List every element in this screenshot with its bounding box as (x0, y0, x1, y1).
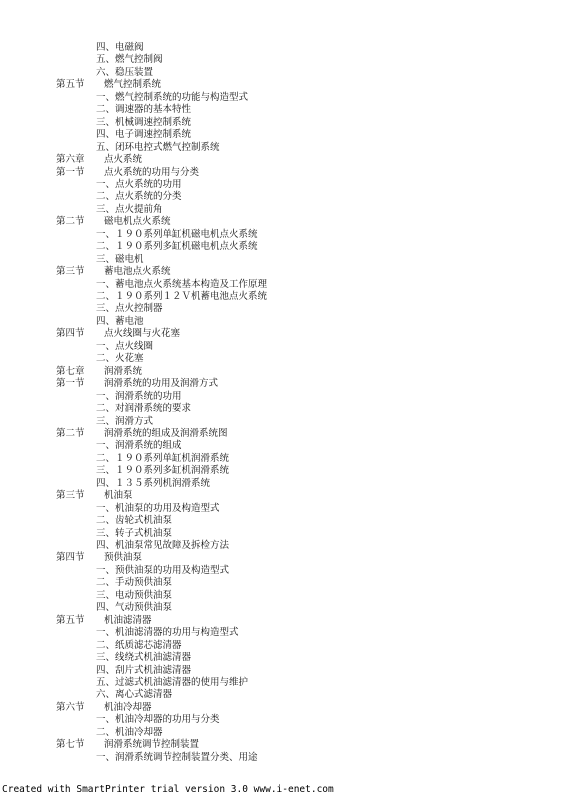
toc-title: 六、稳压装置 (96, 66, 154, 78)
toc-section-label: 第四节 (56, 552, 85, 564)
toc-entry (0, 291, 566, 303)
toc-entry (0, 503, 566, 515)
toc-title: 五、闭环电控式燃气控制系统 (96, 141, 220, 153)
toc-entry (0, 714, 566, 726)
toc-title: 五、燃气控制阀 (96, 54, 163, 66)
toc-title: 二、１９０系列多缸机磁电机点火系统 (96, 241, 258, 253)
toc-title: 二、１９０系列１２Ｖ机蓄电池点火系统 (96, 291, 268, 302)
toc-entry (0, 465, 566, 477)
toc-title: 一、蓄电池点火系统基本构造及工作原理 (96, 278, 268, 290)
toc-section-label: 第三节 (56, 490, 85, 502)
toc-title: 三、转子式机油泵 (96, 527, 173, 539)
toc-heading (0, 739, 566, 751)
toc-title: 四、气动预供油泵 (96, 602, 173, 614)
toc-title: 三、电动预供油泵 (96, 589, 173, 601)
toc-entry (0, 528, 566, 540)
toc-heading (0, 378, 566, 390)
toc-entry (0, 142, 566, 154)
toc-entry (0, 640, 566, 652)
toc-entry (0, 416, 566, 428)
toc-entry (0, 279, 566, 291)
toc-title: 二、调速器的基本特性 (96, 104, 192, 116)
toc-title: 三、１９０系列多缸机润滑系统 (96, 465, 230, 477)
toc-entry (0, 565, 566, 577)
toc-title: 磁电机点火系统 (104, 216, 171, 228)
toc-entry (0, 42, 566, 54)
toc-entry (0, 92, 566, 104)
toc-section-label: 第二节 (56, 216, 85, 228)
toc-section-label: 第六节 (56, 701, 85, 713)
toc-entry (0, 752, 566, 764)
toc-entry (0, 627, 566, 639)
toc-entry (0, 204, 566, 216)
toc-heading (0, 366, 566, 378)
toc-title: 二、齿轮式机油泵 (96, 515, 173, 527)
toc-title: 一、燃气控制系统的功能与构造型式 (96, 91, 249, 103)
toc-title: 一、机油泵的功用及构造型式 (96, 502, 220, 514)
toc-title: 润滑系统的组成及润滑系统图 (104, 427, 228, 439)
toc-title: 一、润滑系统的组成 (96, 440, 182, 452)
toc-entry (0, 54, 566, 66)
toc-entry (0, 254, 566, 266)
toc-entry (0, 303, 566, 315)
toc-entry (0, 677, 566, 689)
toc-entry (0, 129, 566, 141)
toc-title: 四、１３５系列机润滑系统 (96, 477, 211, 489)
toc-title: 二、纸质滤芯滤清器 (96, 639, 182, 651)
toc-title: 三、润滑方式 (96, 415, 154, 427)
toc-heading (0, 266, 566, 278)
watermark-footer: Created with SmartPrinter trial version 3.0 www.i-enet.com (2, 784, 334, 795)
toc-entry (0, 316, 566, 328)
toc-heading (0, 167, 566, 179)
toc-section-label: 第四节 (56, 328, 85, 340)
toc-entry (0, 353, 566, 365)
toc-title: 三、点火提前角 (96, 203, 163, 215)
toc-title: 一、润滑系统调节控制装置分类、用途 (96, 751, 258, 763)
toc-title: 四、蓄电池 (96, 315, 144, 327)
toc-title: 二、对润滑系统的要求 (96, 403, 192, 415)
toc-title: 一、点火线圈 (96, 340, 154, 352)
toc-title: 机油泵 (104, 490, 133, 502)
toc-heading (0, 490, 566, 502)
toc-section-label: 第一节 (56, 378, 85, 390)
toc-title: 三、点火控制器 (96, 303, 163, 315)
toc-title: 六、离心式滤清器 (96, 689, 173, 701)
toc-entry (0, 689, 566, 701)
toc-section-label: 第三节 (56, 266, 85, 278)
toc-entry (0, 602, 566, 614)
toc-entry (0, 590, 566, 602)
toc-title: 三、线绕式机油滤清器 (96, 652, 192, 664)
toc-section-label: 第二节 (56, 427, 85, 439)
toc-heading (0, 428, 566, 440)
toc-heading (0, 328, 566, 340)
toc-entry (0, 727, 566, 739)
toc-title: 一、预供油泵的功用及构造型式 (96, 564, 230, 576)
toc-entry (0, 440, 566, 452)
toc-title: 燃气控制系统 (104, 79, 162, 91)
toc-title: 机油滤清器 (104, 614, 152, 626)
toc-title: 一、机油滤清器的功用与构造型式 (96, 627, 239, 639)
toc-title: 四、电子调速控制系统 (96, 129, 192, 141)
toc-section-label: 第六章 (56, 154, 85, 166)
toc-title: 二、１９０系列单缸机润滑系统 (96, 452, 230, 464)
toc-heading (0, 216, 566, 228)
toc-title: 四、电磁阀 (96, 42, 144, 53)
toc-heading (0, 79, 566, 91)
toc-title: 五、过滤式机油滤清器的使用与维护 (96, 676, 249, 688)
toc-entry (0, 478, 566, 490)
toc-heading (0, 154, 566, 166)
toc-title: 四、刮片式机油滤清器 (96, 664, 192, 676)
toc-entry (0, 540, 566, 552)
toc-entry (0, 229, 566, 241)
toc-title: 润滑系统 (104, 365, 143, 377)
toc-entry (0, 391, 566, 403)
toc-title: 润滑系统调节控制装置 (104, 739, 200, 751)
toc-title: 三、磁电机 (96, 253, 144, 265)
toc-title: 点火系统 (104, 154, 143, 166)
toc-title: 润滑系统的功用及润滑方式 (104, 378, 219, 390)
toc-title: 一、机油冷却器的功用与分类 (96, 714, 220, 726)
toc-heading (0, 615, 566, 627)
toc-section-label: 第一节 (56, 166, 85, 178)
toc-entry (0, 179, 566, 191)
toc-section-label: 第七章 (56, 365, 85, 377)
toc-heading (0, 702, 566, 714)
toc-title: 一、润滑系统的功用 (96, 390, 182, 402)
toc-title: 二、火花塞 (96, 353, 144, 365)
toc-title: 四、机油泵常见故障及拆检方法 (96, 540, 230, 551)
toc-entry (0, 117, 566, 129)
toc-entry (0, 67, 566, 79)
toc-title: 点火线圈与火花塞 (104, 328, 181, 340)
toc-entry (0, 341, 566, 353)
toc-title: 一、点火系统的功用 (96, 178, 182, 190)
toc-title: 点火系统的功用与分类 (104, 166, 200, 178)
toc-section-label: 第五节 (56, 79, 85, 91)
toc-entry (0, 665, 566, 677)
toc-entry (0, 403, 566, 415)
toc-title: 二、机油冷却器 (96, 726, 163, 738)
toc-entry (0, 652, 566, 664)
toc-title: 蓄电池点火系统 (104, 266, 171, 278)
toc-title: 二、点火系统的分类 (96, 191, 182, 203)
toc-section-label: 第五节 (56, 614, 85, 626)
toc-section-label: 第七节 (56, 739, 85, 751)
toc-heading (0, 552, 566, 564)
toc-entry (0, 104, 566, 116)
toc-entry (0, 577, 566, 589)
toc-title: 二、手动预供油泵 (96, 577, 173, 589)
toc-title: 三、机械调速控制系统 (96, 116, 192, 128)
toc-entry (0, 515, 566, 527)
toc-title: 一、１９０系列单缸机磁电机点火系统 (96, 228, 258, 240)
toc-title: 机油冷却器 (104, 701, 152, 713)
toc-entry (0, 241, 566, 253)
toc-title: 预供油泵 (104, 552, 143, 564)
toc-entry (0, 191, 566, 203)
toc-entry (0, 453, 566, 465)
